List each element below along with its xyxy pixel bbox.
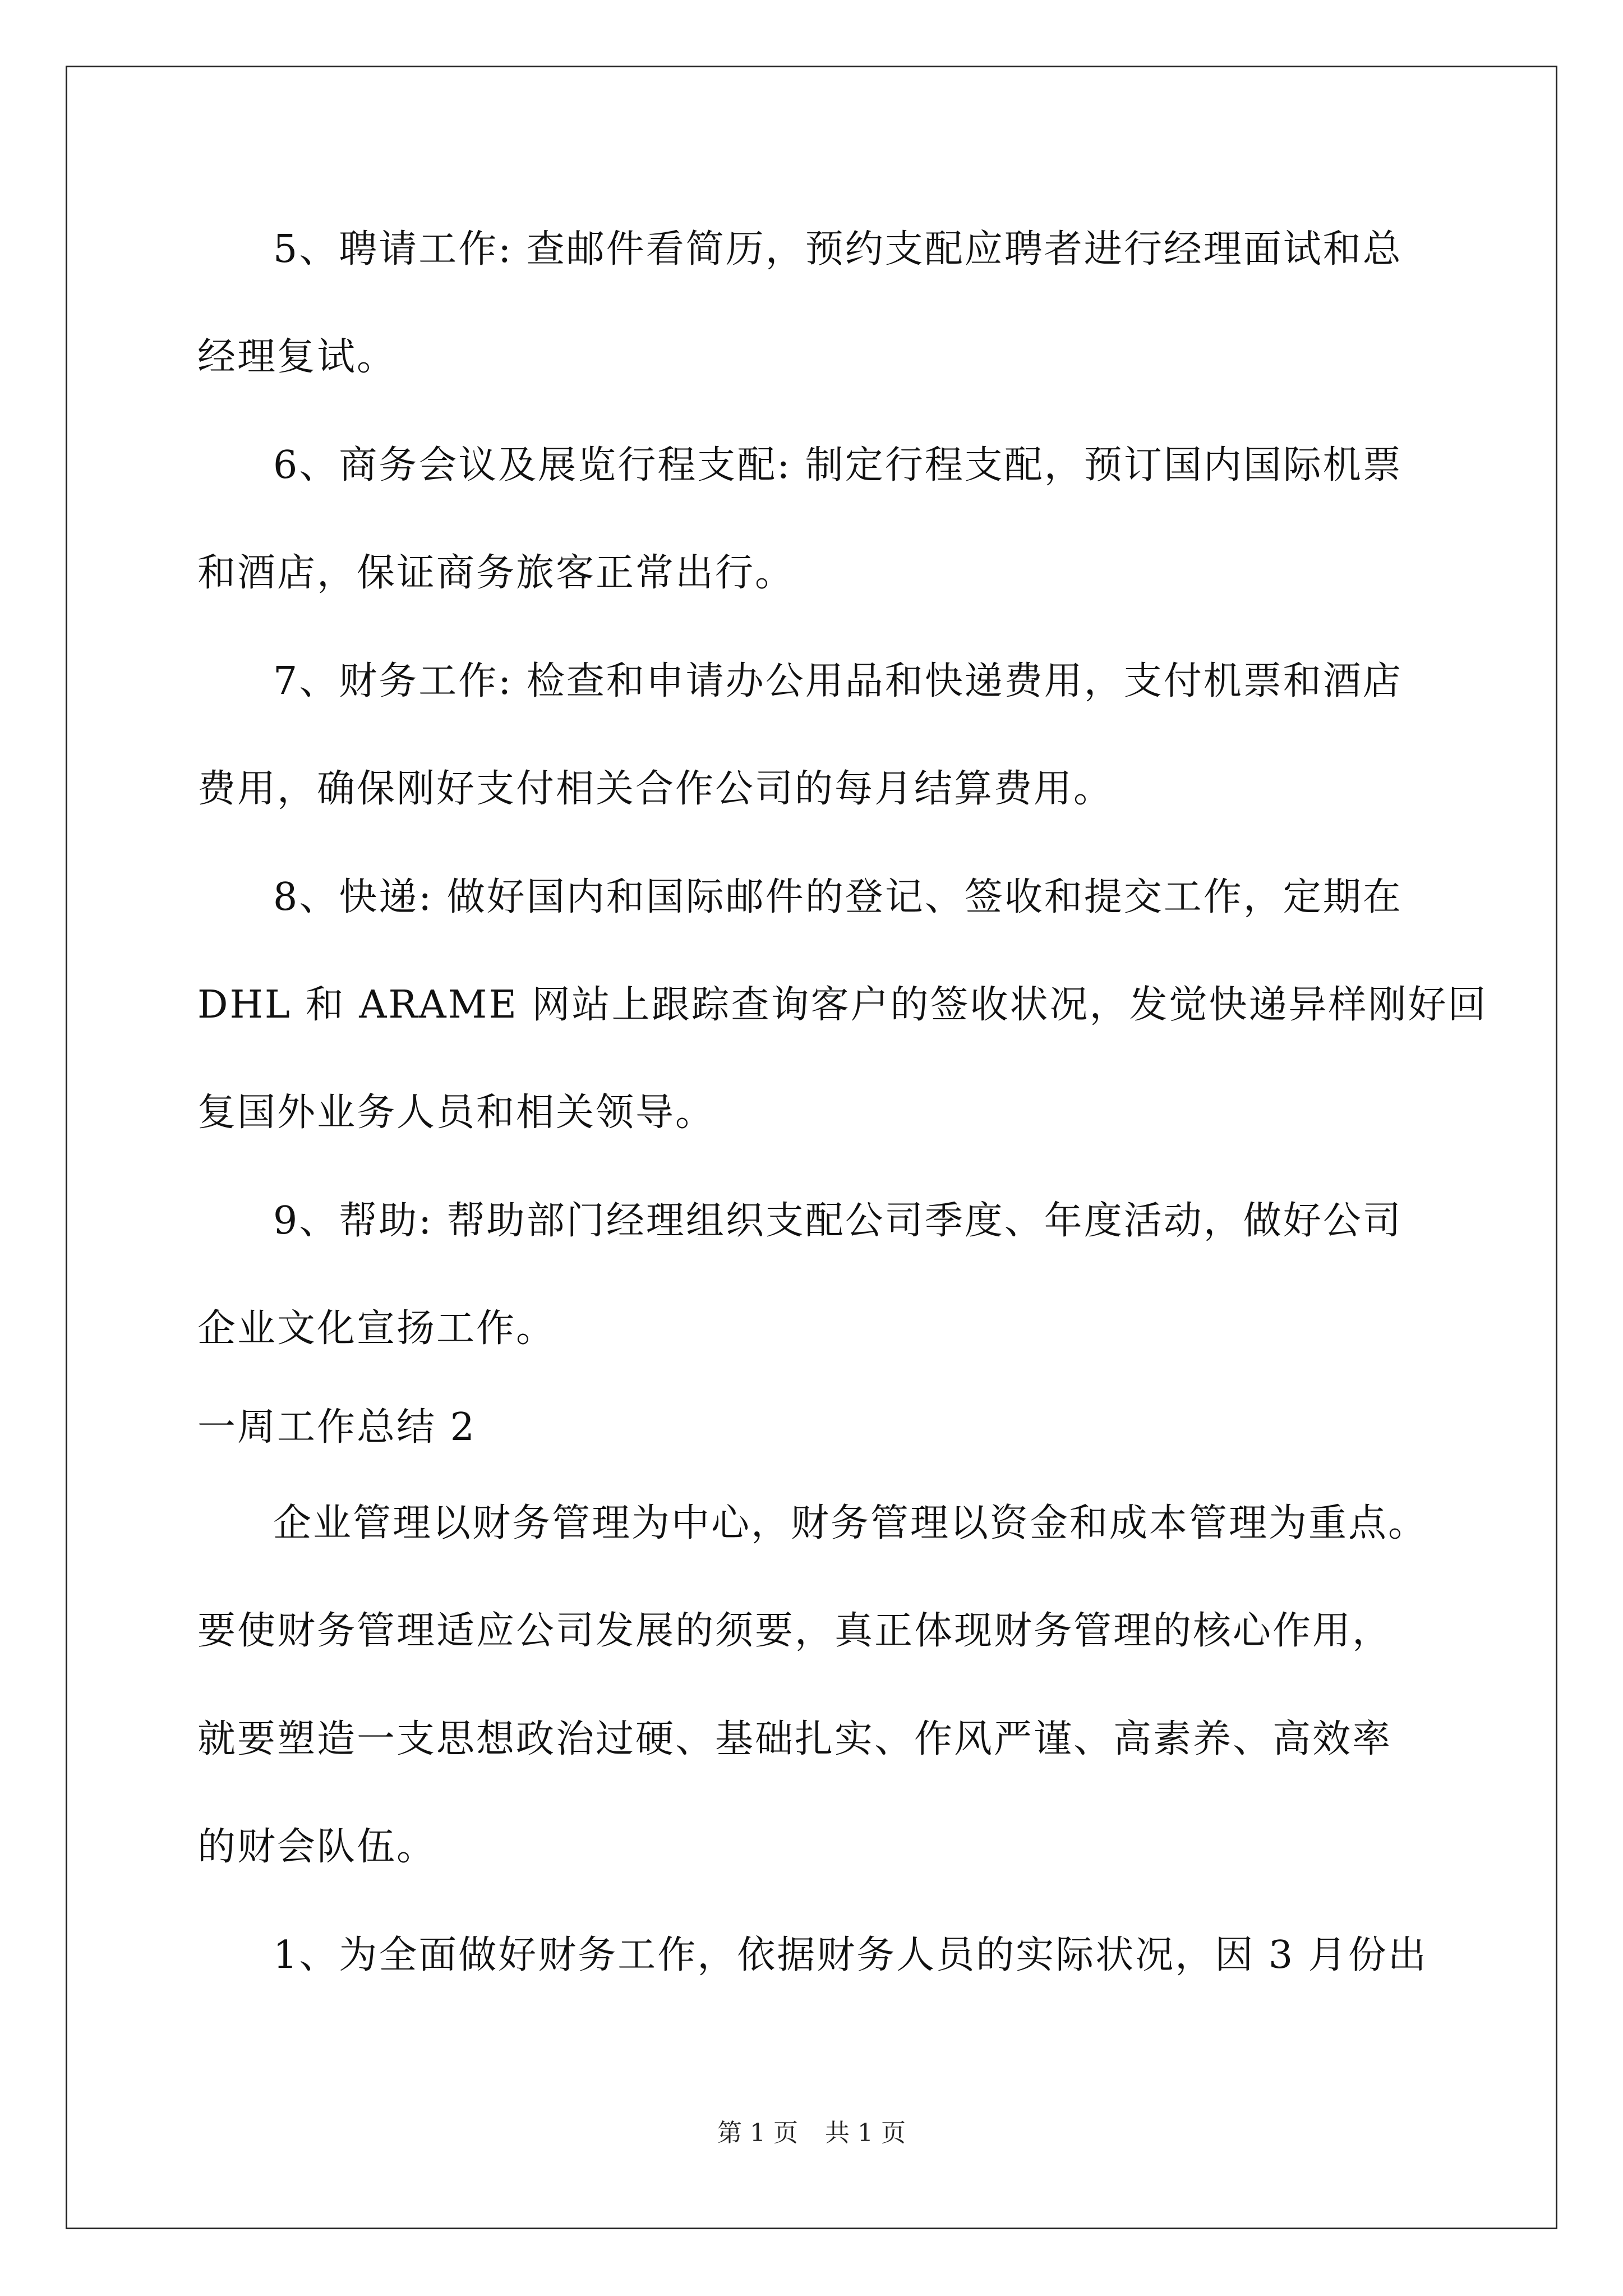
paragraph-line: 费用，确保刚好支付相关合作公司的每月结算费用。 <box>197 767 1114 811</box>
paragraph-line: 1、为全面做好财务工作，依据财务人员的实际状况，因 3 月份出 <box>273 1933 1428 1977</box>
paragraph-line: 5、聘请工作: 查邮件看简历，预约支配应聘者进行经理面试和总 <box>273 227 1403 272</box>
page-number: 第 1 页 <box>717 2119 798 2147</box>
paragraph-line: 的财会队伍。 <box>197 1825 437 1869</box>
paragraph-line: 7、财务工作: 检查和申请办公用品和快递费用，支付机票和酒店 <box>273 659 1403 703</box>
page-footer <box>0 2118 1623 2149</box>
paragraph-line: 8、快递: 做好国内和国际邮件的登记、签收和提交工作，定期在 <box>273 875 1403 919</box>
paragraph-line: 要使财务管理适应公司发展的须要，真正体现财务管理的核心作用， <box>197 1609 1393 1653</box>
section-heading: 一周工作总结 2 <box>197 1405 476 1450</box>
paragraph-line: 9、帮助: 帮助部门经理组织支配公司季度、年度活动，做好公司 <box>273 1199 1403 1243</box>
paragraph-line: 就要塑造一支思想政治过硬、基础扎实、作风严谨、高素养、高效率 <box>197 1717 1393 1761</box>
paragraph-line: DHL 和 ARAME 网站上跟踪查询客户的签收状况，发觉快递异样刚好回 <box>197 983 1488 1027</box>
paragraph-line: 企业文化宣扬工作。 <box>197 1306 556 1351</box>
paragraph-line: 企业管理以财务管理为中心，财务管理以资金和成本管理为重点。 <box>273 1501 1428 1545</box>
page-border <box>66 66 1557 2229</box>
paragraph-line: 复国外业务人员和相关领导。 <box>197 1091 716 1135</box>
page-total: 共 1 页 <box>825 2119 906 2147</box>
paragraph-line: 经理复试。 <box>197 335 397 379</box>
paragraph-line: 和酒店，保证商务旅客正常出行。 <box>197 551 795 595</box>
paragraph-line: 6、商务会议及展览行程支配: 制定行程支配，预订国内国际机票 <box>273 443 1403 487</box>
